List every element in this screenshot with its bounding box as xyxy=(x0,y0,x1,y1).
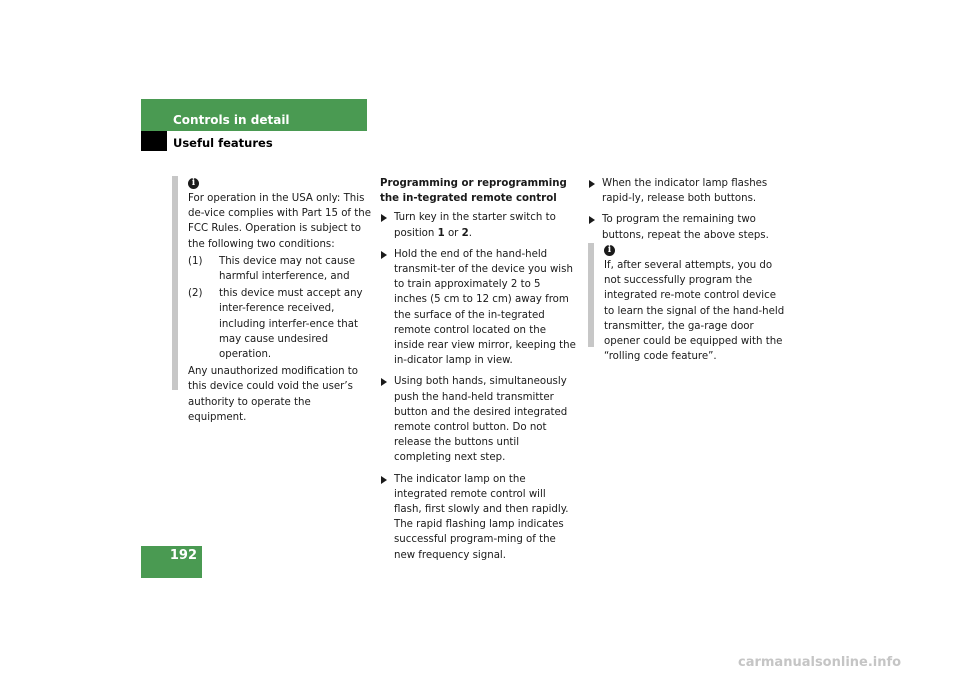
triangle-bullet-icon xyxy=(589,180,595,188)
rolling-code-info-box xyxy=(588,243,788,363)
programming-heading: Programming or reprogramming the in-tegrated remote control xyxy=(380,178,567,205)
section-header xyxy=(141,99,367,131)
triangle-bullet-icon xyxy=(381,378,387,386)
triangle-bullet-icon xyxy=(381,476,387,484)
triangle-bullet-icon xyxy=(381,214,387,222)
step-item: Hold the end of the hand-held transmit-ter of the device you wish to train approximately 2 to 5 inches (5 cm to 12 cm) away from the surface of the in-tegrated remote control located on the inside rear view mirror, keeping the in-dicator lamp in view. xyxy=(380,247,576,369)
step-item: Turn key in the starter switch to position 1 or 2. xyxy=(380,210,576,240)
subsection-title: Useful features xyxy=(173,136,273,150)
triangle-bullet-icon xyxy=(589,216,595,224)
step-item: To program the remaining two buttons, repeat the above steps. xyxy=(588,212,788,242)
fcc-condition-2 xyxy=(188,286,372,362)
programming-column xyxy=(380,176,576,569)
step-item: Using both hands, simultaneously push the hand-held transmitter button and the desired integrated remote control button. Do not release the buttons until completing next step. xyxy=(380,374,576,465)
condition-number: (1) xyxy=(188,255,203,267)
fcc-modification-paragraph: Any unauthorized modification to this device could void the user’s authority to operate the equipment. xyxy=(188,366,359,423)
page-number: 192 xyxy=(141,546,202,578)
info-icon: i xyxy=(604,245,615,256)
section-title: Controls in detail xyxy=(173,113,290,127)
info-icon: i xyxy=(188,178,199,189)
triangle-bullet-icon xyxy=(381,251,387,259)
position-2: 2 xyxy=(461,227,469,239)
fcc-info-box xyxy=(172,176,372,423)
programming-column-2 xyxy=(588,176,788,249)
fcc-condition-1 xyxy=(188,254,372,284)
step-item: The indicator lamp on the integrated remote control will flash, first slowly and then rapidly. The rapid flashing lamp indicates successful program-ming of the new frequency signal. xyxy=(380,472,576,563)
section-marker xyxy=(141,131,167,151)
position-1: 1 xyxy=(437,227,445,239)
step-item: When the indicator lamp flashes rapid-ly, release both buttons. xyxy=(588,176,788,206)
watermark: carmanualsonline.info xyxy=(738,655,902,670)
fcc-paragraph: For operation in the USA only: This de-vice complies with Part 15 of the FCC Rules. Operation is subject to the following two conditions: xyxy=(188,193,371,250)
condition-number: (2) xyxy=(188,288,203,300)
condition-text: this device must accept any inter-ference received, including interfer-ence that may cause undesired operation. xyxy=(219,288,363,361)
condition-text: This device may not cause harmful interference, and xyxy=(219,255,355,283)
rolling-code-text: If, after several attempts, you do not successfully program the integrated re-mote control device to learn the signal of the hand-held transmitter, the ga-rage door opener could be equipped with the “rolling code feature”. xyxy=(604,260,785,363)
